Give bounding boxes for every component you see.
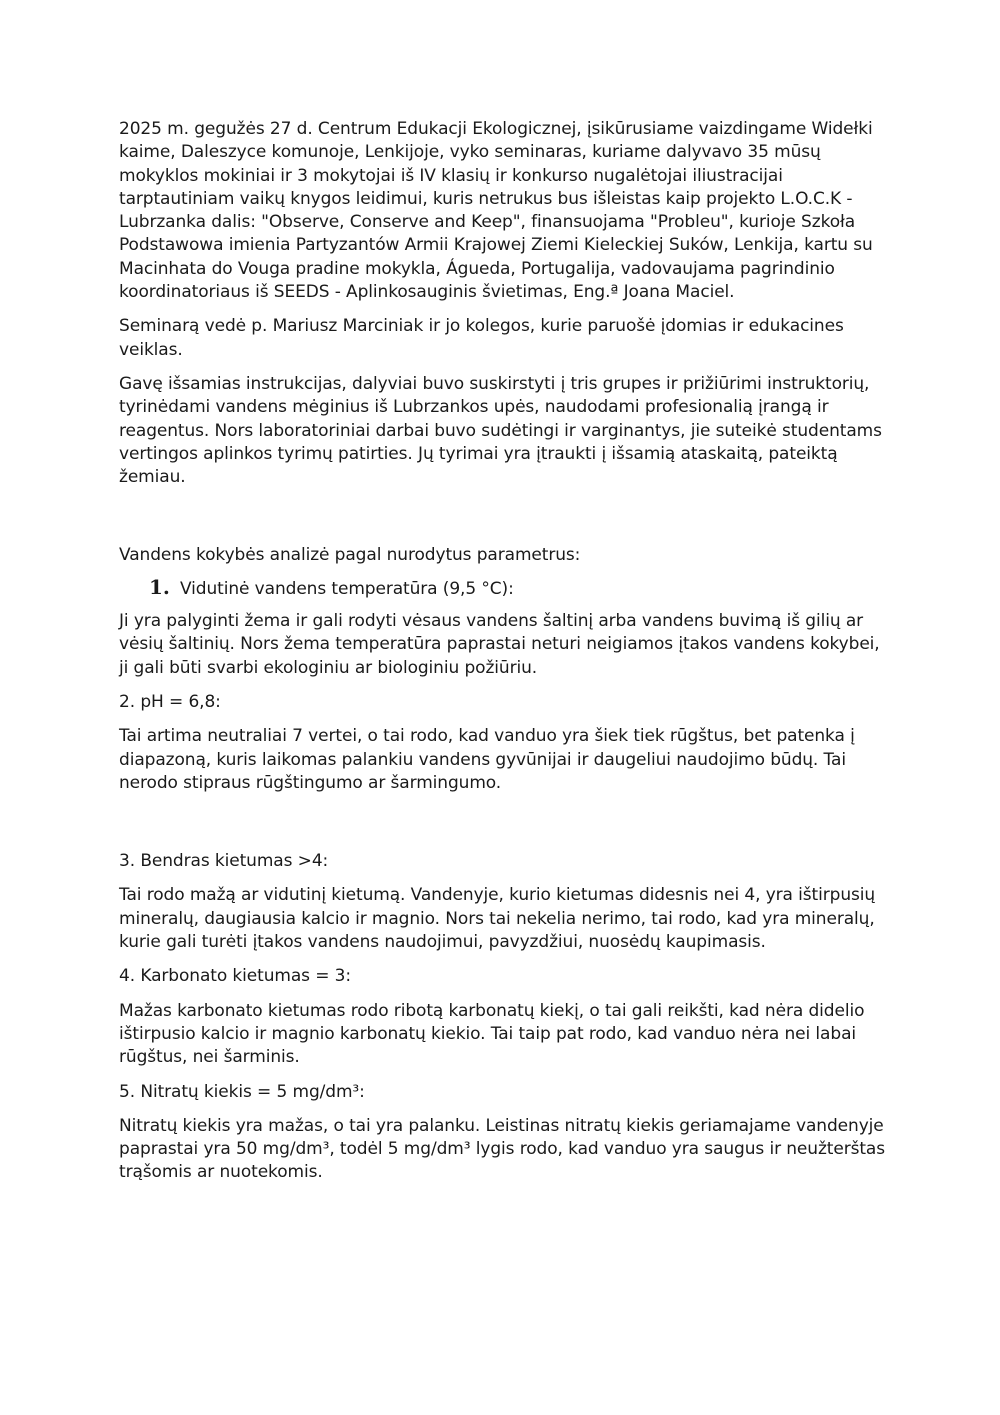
item4-heading: 4. Karbonato kietumas = 3: [119,966,352,987]
item2-text: Tai artima neutraliai 7 vertei, o tai rodo, kad vanduo yra šiek tiek rūgštus, bet patenka į diapazoną, kuris laikomas palankiu vandens gyvūnijai ir daugeliui naudojimo būdų. Tai nerodo stipraus rūgštingumo ar šarmingumo. [119,726,855,793]
item5-heading: 5. Nitratų kiekis = 5 mg/dm³: [119,1081,365,1102]
seminar-paragraph: Seminarą vedė p. Mariusz Marciniak ir jo kolegos, kurie paruošė įdomias ir edukacines veiklas. [119,316,844,360]
instructions-paragraph: Gavę išsamias instrukcijas, dalyviai buvo suskirstyti į tris grupes ir prižiūrimi instruktorių, tyrinėdami vandens mėginius iš Lubrzankos upės, naudodami profesionalią įrangą ir reagentus. Nors laboratoriniai darbai buvo sudėtingi ir varginantys, jie suteikė studentams vertingos aplinkos tyrimų patirties. Jų tyrimai yra įtraukti į išsamią ataskaitą, pateiktą žemiau. [119,373,882,488]
item2-heading: 2. pH = 6,8: [119,691,221,712]
document-page [119,118,889,1196]
analysis-title: Vandens kokybės analizė pagal nurodytus parametrus: [119,545,581,566]
intro-paragraph: 2025 m. gegužės 27 d. Centrum Edukacji Ekologicznej, įsikūrusiame vaizdingame Widełki kaime, Daleszyce komunoje, Lenkijoje, vyko seminaras, kuriame dalyvavo 35 mūsų mokyklos mokiniai ir 3 mokytojai iš IV klasių ir konkurso nugalėtojai iliustracijai tarptautiniam vaikų knygos leidimui, kuris netrukus bus išleistas kaip projekto L.O.C.K - Lubrzanka dalis: "Observe, Conserve and Keep", finansuojama "Probleu", kurioje Szkoła Podstawowa imienia Partyzantów Armii Krajowej Ziemi Kieleckiej Suków, Lenkija, kartu su Macinhata do Vouga pradine mokykla, Águeda, Portugalija, vadovaujama pagrindinio koordinatoriaus iš SEEDS - Aplinkosauginis švietimas, Eng.ª Joana Maciel. [119,119,873,303]
item1-heading-row [119,576,889,601]
item5-text: Nitratų kiekis yra mažas, o tai yra palanku. Leistinas nitratų kiekis geriamajame vandenyje paprastai yra 50 mg/dm³, todėl 5 mg/dm³ lygis rodo, kad vanduo yra saugus ir neužterštas trąšomis ar nuotekomis. [119,1115,886,1183]
item1-heading: Vidutinė vandens temperatūra (9,5 °C): [180,578,514,599]
item1-number: 1. [149,574,170,599]
item1-text: Ji yra palyginti žema ir gali rodyti vėsaus vandens šaltinį arba vandens buvimą iš gilių ar vėsių šaltinių. Nors žema temperatūra paprastai neturi neigiamos įtakos vandens kokybei, ji gali būti svarbi ekologiniu ar biologiniu požiūriu. [119,611,880,678]
item3-text: Tai rodo mažą ar vidutinį kietumą. Vandenyje, kurio kietumas didesnis nei 4, yra ištirpusių mineralų, daugiausia kalcio ir magnio. Nors tai nekelia nerimo, tai rodo, kad yra mineralų, kurie gali turėti įtakos vandens naudojimui, pavyzdžiui, nuosėdų kaupimasis. [119,885,876,953]
item3-heading: 3. Bendras kietumas >4: [119,851,329,872]
item4-text: Mažas karbonato kietumas rodo ribotą karbonatų kiekį, o tai gali reikšti, kad nėra didelio ištirpusio kalcio ir magnio karbonatų kiekio. Tai taip pat rodo, kad vanduo nėra nei labai rūgštus, nei šarminis. [119,1000,865,1068]
